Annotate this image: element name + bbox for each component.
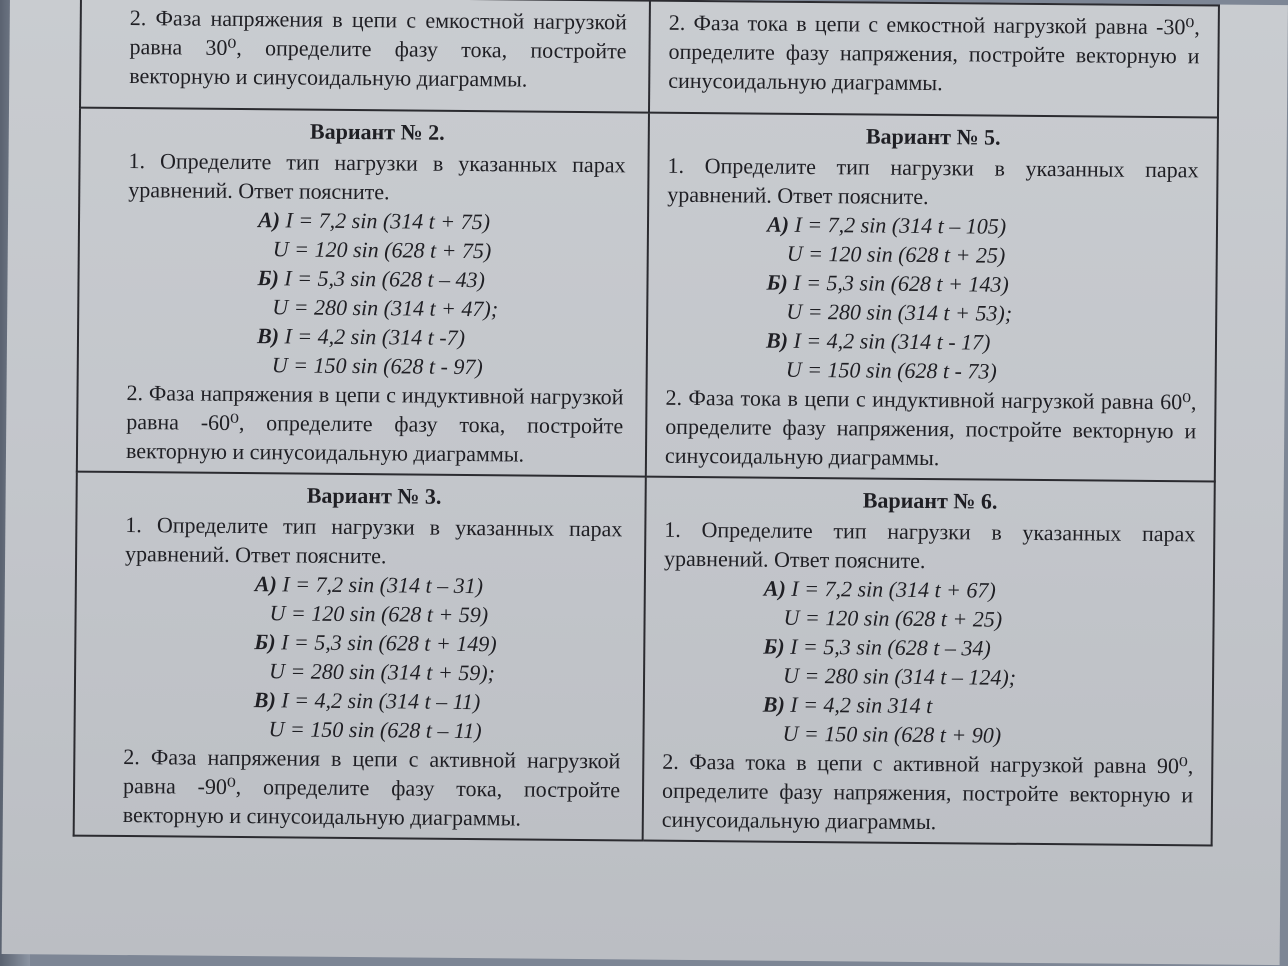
task-2-text: 2. Фаза тока в цепи с активной нагрузкой равна 90⁰, определите фазу напряжения, постройте векторную и синусоидальную диаграммы. (661, 748, 1194, 835)
variant-title: Вариант № 5. (865, 123, 1001, 150)
voltage-equation: U = 280 sin (314 t + 47); (272, 294, 499, 322)
task-2-text: 2. Фаза тока в цепи с емкостной нагрузкой равна -30⁰, определите фазу напряжения, постройте векторную и синусоидальную диаграммы. (668, 9, 1200, 96)
cell-variant-5 (646, 113, 1218, 482)
voltage-equation: U = 280 sin (314 t + 59); (268, 658, 496, 686)
current-equation: I = 5,3 sin (628 t + 143) (793, 269, 1009, 297)
pair-label: А) (763, 575, 786, 601)
cell-variant-3 (74, 472, 646, 841)
equation-i (666, 267, 1197, 301)
current-equation: I = 4,2 sin (314 t - 17) (793, 327, 991, 355)
row-variants-2-5 (77, 108, 1218, 482)
equation-i (663, 689, 1194, 723)
pair-label: Б) (766, 269, 788, 295)
variant-title: Вариант № 2. (309, 118, 445, 145)
current-equation: I = 5,3 sin (628 t – 43) (284, 265, 486, 293)
voltage-equation: U = 150 sin (628 t - 73) (785, 356, 997, 384)
pair-label: В) (765, 327, 789, 353)
voltage-equation: U = 280 sin (314 t + 53); (786, 298, 1013, 326)
pair-label: А) (766, 211, 790, 237)
voltage-equation: U = 150 sin (628 t – 11) (268, 716, 482, 744)
equation-i (127, 320, 624, 353)
current-equation: I = 7,2 sin (314 t + 67) (791, 575, 996, 603)
pair-label: Б) (254, 629, 276, 655)
equation-i (666, 325, 1197, 359)
pair-label: А) (254, 571, 277, 597)
current-equation: I = 5,3 sin (628 t + 149) (281, 629, 497, 657)
worksheet-page (2, 0, 1288, 965)
voltage-equation: U = 120 sin (628 t + 59) (269, 600, 489, 628)
task-2-text: 2. Фаза напряжения в цепи с емкостной нагрузкой равна 30⁰, определите фазу тока, постройте векторную и синусоидальную диаграммы. (129, 5, 627, 92)
voltage-equation: U = 120 sin (628 t + 75) (272, 236, 492, 264)
variants-table (73, 0, 1220, 847)
equation-i (128, 204, 625, 237)
pair-label: Б) (257, 265, 279, 291)
task-1-text: 1. Определите тип нагрузки в указанных парах уравнений. Ответ поясните. (128, 148, 626, 205)
equation-i (667, 209, 1198, 243)
task-1-text: 1. Определите тип нагрузки в указанных парах уравнений. Ответ поясните. (663, 516, 1196, 574)
equation-i (124, 684, 621, 717)
current-equation: I = 7,2 sin (314 t – 105) (794, 211, 1007, 239)
task-1-text: 1. Определите тип нагрузки в указанных парах уравнений. Ответ поясните. (667, 152, 1199, 210)
voltage-equation: U = 150 sin (628 t - 97) (271, 352, 483, 380)
cell-variant-6 (643, 477, 1215, 846)
equation-i (125, 568, 622, 601)
current-equation: I = 4,2 sin (314 t – 11) (281, 687, 481, 715)
task-2-text: 2. Фаза напряжения в цепи с активной нагрузкой равна -90⁰, определите фазу тока, постройте векторную и синусоидальную диаграммы. (122, 744, 621, 831)
pair-label: В) (256, 323, 280, 349)
voltage-equation: U = 120 sin (628 t + 25) (783, 604, 1003, 632)
cell-top-left (80, 0, 650, 113)
pair-label: А) (257, 207, 281, 233)
variant-title: Вариант № 6. (862, 487, 998, 514)
cell-variant-2 (77, 108, 649, 477)
variant-title: Вариант № 3. (306, 482, 442, 509)
pair-label: В) (253, 687, 276, 713)
pair-label: Б) (763, 633, 785, 659)
current-equation: I = 4,2 sin 314 t (790, 691, 933, 719)
row-variants-3-6 (74, 472, 1215, 846)
current-equation: I = 5,3 sin (628 t – 34) (790, 633, 991, 661)
equation-i (663, 631, 1194, 665)
pair-label: В) (762, 691, 785, 717)
top-row (80, 0, 1219, 118)
voltage-equation: U = 280 sin (314 t – 124); (782, 662, 1017, 690)
current-equation: I = 7,2 sin (314 t – 31) (282, 571, 484, 599)
equation-i (124, 626, 621, 659)
current-equation: I = 7,2 sin (314 t + 75) (285, 207, 491, 235)
voltage-equation: U = 120 sin (628 t + 25) (786, 240, 1006, 268)
task-1-text: 1. Определите тип нагрузки в указанных парах уравнений. Ответ поясните. (125, 512, 623, 569)
current-equation: I = 4,2 sin (314 t -7) (284, 323, 466, 350)
equation-i (664, 573, 1195, 607)
voltage-equation: U = 150 sin (628 t + 90) (782, 720, 1002, 748)
cell-top-right (649, 1, 1219, 118)
task-2-text: 2. Фаза напряжения в цепи с индуктивной нагрузкой равна -60⁰, определите фазу тока, постройте векторную и синусоидальную диаграммы. (125, 380, 624, 467)
task-2-text: 2. Фаза тока в цепи с индуктивной нагрузкой равна 60⁰, определите фазу напряжения, постройте векторную и синусоидальную диаграммы. (664, 384, 1197, 471)
equation-i (127, 262, 624, 295)
